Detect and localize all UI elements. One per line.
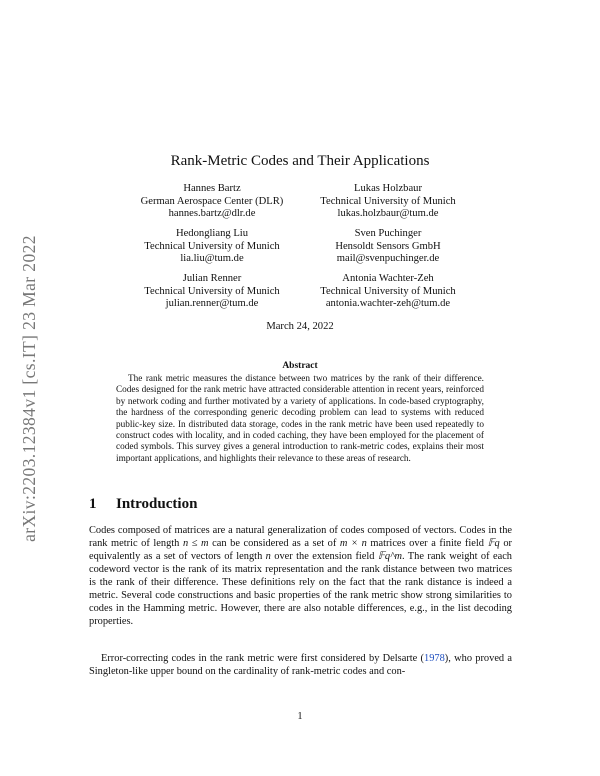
author-card <box>283 228 493 266</box>
paragraph-text: can be considered as a set of <box>208 538 340 549</box>
author-name: Hannes Bartz <box>183 183 241 194</box>
author-card <box>283 183 493 221</box>
author-affiliation: Technical University of Munich <box>320 285 456 297</box>
arxiv-identifier-text: arXiv:2203.12384v1 [cs.IT] 23 Mar 2022 <box>18 234 39 542</box>
paragraph-text: over the extension field <box>270 551 378 562</box>
author-affiliation: Hensoldt Sensors GmbH <box>335 240 441 252</box>
author-name: Antonia Wachter-Zeh <box>342 273 434 284</box>
author-email: lia.liu@tum.de <box>180 253 244 265</box>
author-name: Julian Renner <box>182 273 242 284</box>
paragraph-text: Codes composed of matrices are a natural generalization of codes composed of vectors. Codes in the rank metric of length <box>89 525 512 549</box>
section-number: 1 <box>89 496 97 512</box>
author-affiliation: Technical University of Munich <box>144 240 280 252</box>
author-affiliation: Technical University of Munich <box>144 285 280 297</box>
math-expression: 𝔽q <box>487 538 500 549</box>
author-email: julian.renner@tum.de <box>165 298 259 310</box>
paragraph-text: or equivalently as a set of vectors of length <box>89 538 513 562</box>
body-paragraph <box>89 524 512 628</box>
author-name: Sven Puchinger <box>354 228 422 239</box>
arxiv-identifier-stamp <box>13 188 45 588</box>
body-paragraph <box>89 652 512 678</box>
math-expression: n <box>265 551 271 562</box>
author-email: hannes.bartz@dlr.de <box>168 208 256 220</box>
publication-date: March 24, 2022 <box>266 321 334 332</box>
paper-title: Rank-Metric Codes and Their Applications <box>170 153 430 169</box>
math-expression: 𝔽q^m <box>377 551 402 562</box>
abstract-heading: Abstract <box>282 361 318 371</box>
author-card <box>283 273 493 311</box>
math-expression: m × n <box>339 538 367 549</box>
author-affiliation: Technical University of Munich <box>320 195 456 207</box>
paragraph-text: matrices over a finite field <box>366 538 488 549</box>
math-expression: n ≤ m <box>182 538 209 549</box>
author-name: Lukas Holzbaur <box>354 183 422 194</box>
author-email: mail@svenpuchinger.de <box>336 253 440 265</box>
author-affiliation: German Aerospace Center (DLR) <box>140 195 284 207</box>
paragraph-text: . The rank weight of each codeword vector is the rank of its matrix representation and the rank distance between two matrices is the rank of their difference. These definitions rely on the fact that the rank distance is indeed a metric. Several code constructions and basic properties of the rank metric show strong similarities to codes in the Hamming metric. However, there are also notable differences, e.g., in the list decoding properties. <box>89 551 512 627</box>
section-title: Introduction <box>116 496 198 512</box>
author-email: antonia.wachter-zeh@tum.de <box>325 298 451 310</box>
page-number: 1 <box>297 711 303 722</box>
paragraph-text: ), who proved a Singleton-like upper bound on the cardinality of rank-metric codes and con- <box>89 653 512 677</box>
paragraph-text: Error-correcting codes in the rank metric were first considered by Delsarte ( <box>101 653 425 664</box>
author-email: lukas.holzbaur@tum.de <box>337 208 439 220</box>
abstract-text: The rank metric measures the distance between two matrices by the rank of their difference. Codes designed for the rank metric have attracted considerable attention in recent years, reinforced by network coding and further motivated by a variety of applications. In code-based cryptography, the hardness of the corresponding generic decoding problem can lead to systems with reduced public-key size. In distributed data storage, codes in the rank metric have been used repeatedly to construct codes with locality, and in coded caching, they have been employed for the placement of coded symbols. This survey gives a general introduction to rank-metric codes, explains their most important applications, and highlights their relevance to these areas of research. <box>116 374 484 464</box>
citation-link[interactable]: 1978 <box>424 653 445 664</box>
section-heading <box>89 496 197 513</box>
author-name: Hedongliang Liu <box>175 228 249 239</box>
